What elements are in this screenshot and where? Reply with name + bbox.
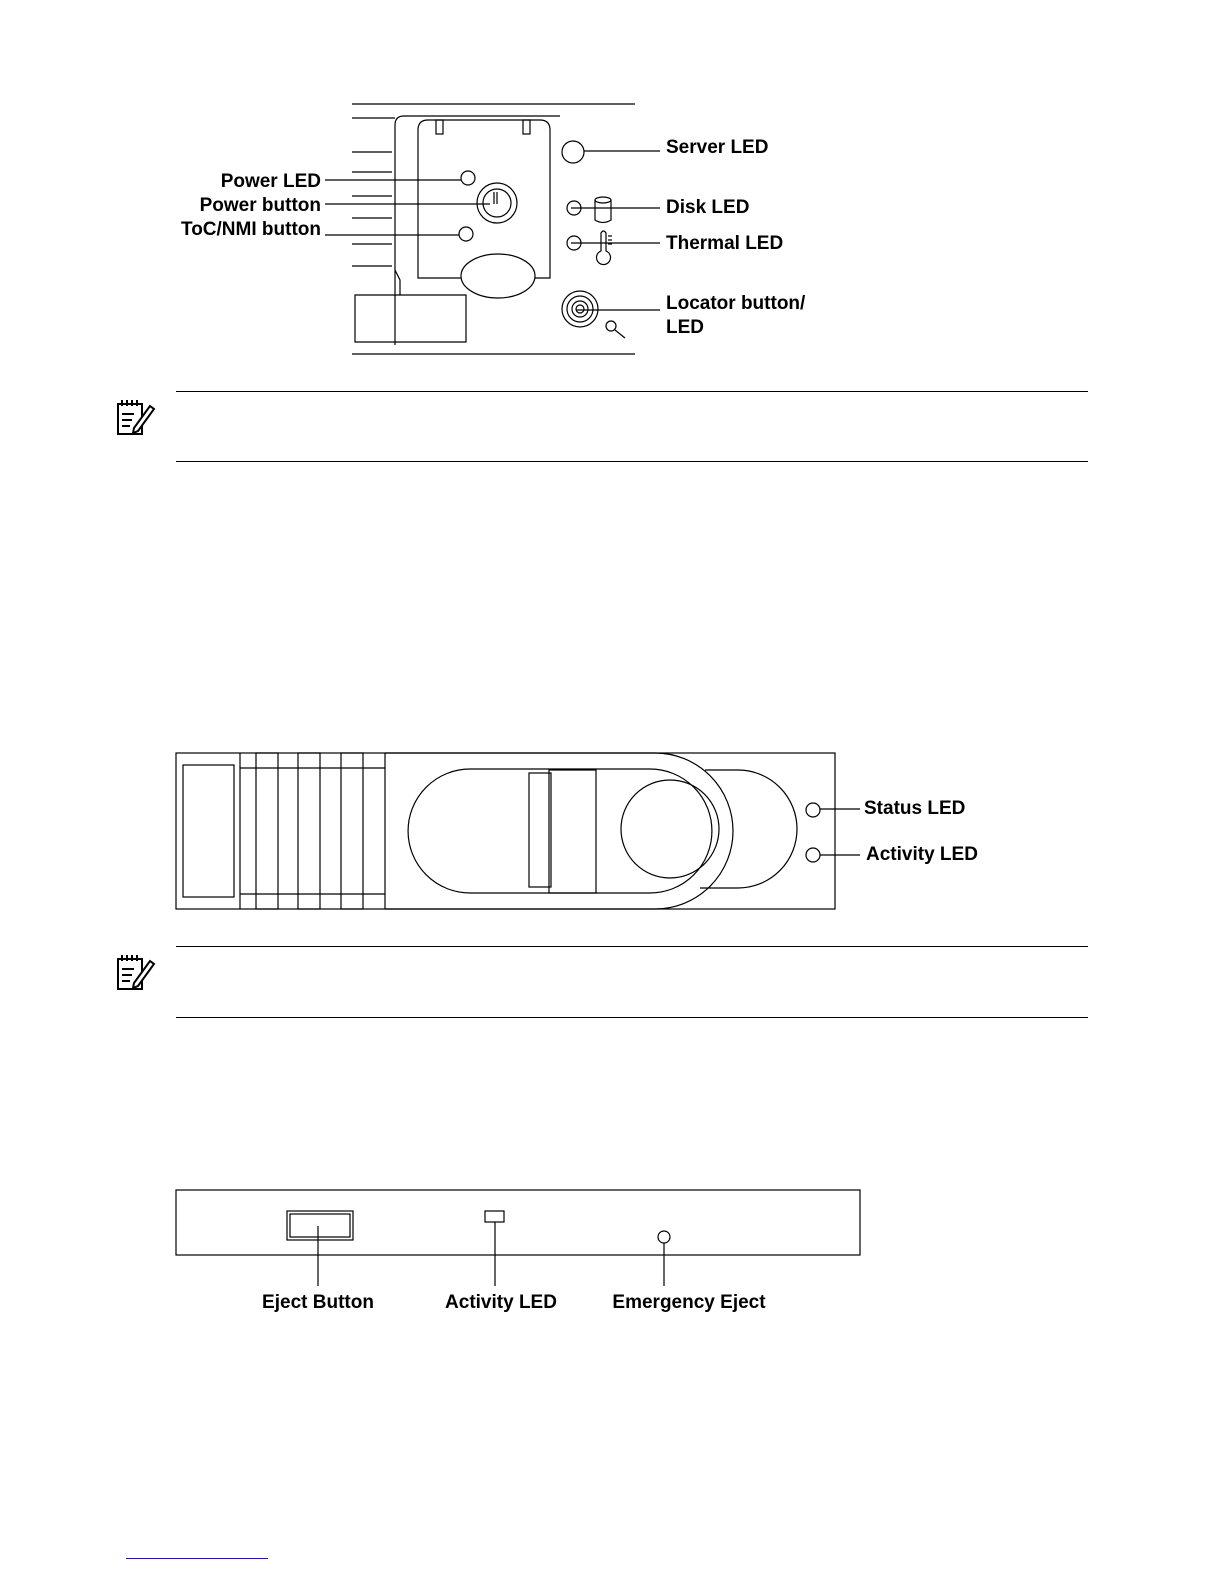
power-led-label: Power LED bbox=[220, 171, 321, 192]
note-pencil-icon bbox=[114, 953, 156, 993]
note-top-rule bbox=[176, 946, 1088, 947]
note-top-rule bbox=[176, 391, 1088, 392]
eject-button-label: Eject Button bbox=[262, 1292, 374, 1313]
status-led-label: Status LED bbox=[864, 798, 966, 819]
server-led-label: Server LED bbox=[666, 137, 769, 158]
note-pencil-icon bbox=[114, 398, 156, 438]
locator-label-line1: Locator button/ bbox=[666, 293, 806, 314]
toc-nmi-button-label: ToC/NMI button bbox=[181, 219, 321, 240]
note-bottom-rule bbox=[176, 461, 1088, 462]
power-button-label: Power button bbox=[199, 195, 321, 216]
disk-activity-led-label: Activity LED bbox=[866, 844, 978, 865]
thermal-led-label: Thermal LED bbox=[666, 233, 784, 254]
locator-label-line2: LED bbox=[666, 317, 704, 338]
footer-link-rule bbox=[126, 1558, 268, 1559]
disk-led-label: Disk LED bbox=[666, 197, 750, 218]
note-bottom-rule bbox=[176, 1017, 1088, 1018]
emergency-eject-label: Emergency Eject bbox=[612, 1292, 766, 1313]
control-panel-diagram bbox=[0, 0, 1224, 380]
optical-activity-led-label: Activity LED bbox=[445, 1292, 557, 1313]
